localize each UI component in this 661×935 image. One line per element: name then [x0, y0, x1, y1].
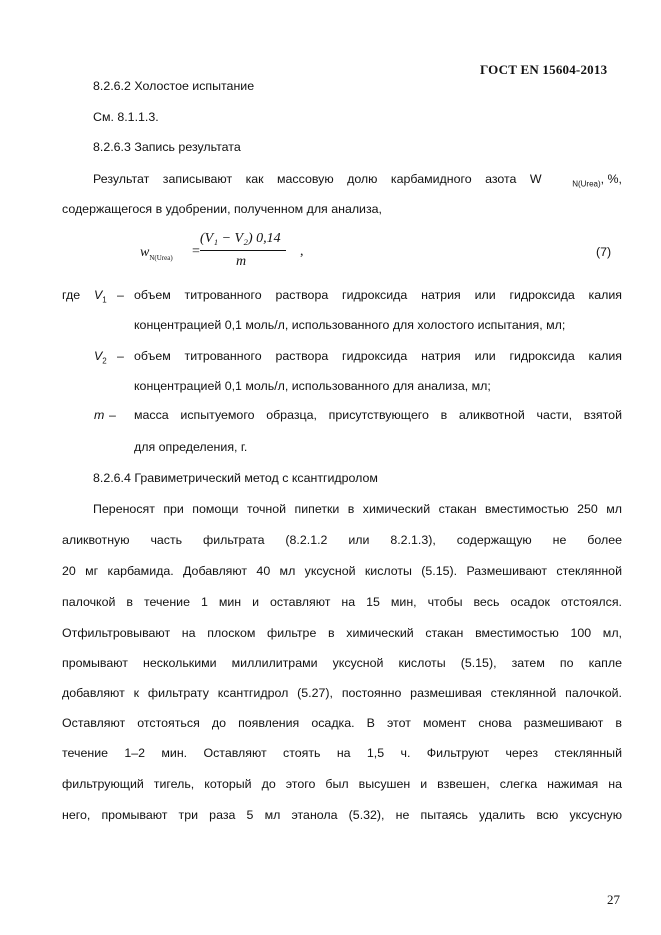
definition-symbol: [94, 408, 104, 422]
paragraph-line-6: промывают несколькими миллилитрами уксусной кислоты (5.15), затем по капле: [62, 656, 622, 670]
section-8-2-6-2-title: 8.2.6.2 Холостое испытание: [93, 79, 255, 93]
formula-equals: =: [192, 244, 200, 259]
symbol: V: [94, 349, 103, 363]
definition-dash: –: [109, 408, 116, 422]
paragraph-line-2: аликвотную часть фильтрата (8.2.1.2 или 8.2.1.3), содержащую не более: [62, 533, 622, 547]
result-sentence-line-1: [93, 172, 622, 188]
result-sentence-line-2: содержащегося в удобрении, полученном для анализа,: [62, 202, 382, 216]
paragraph-line-7: добавляют к фильтрату ксантгидрол (5.27), постоянно размешивая стеклянной палочкой.: [62, 686, 622, 700]
definition-symbol: [94, 288, 107, 304]
where-word: где: [62, 288, 81, 302]
result-text-subscript: [572, 172, 622, 188]
paragraph-line-5: Отфильтровывают на плоском фильтре в химический стакан вместимостью 100 мл,: [62, 626, 622, 640]
definition-dash: –: [117, 349, 124, 363]
symbol-subscript: 1: [102, 295, 107, 305]
symbol: V: [94, 288, 103, 302]
formula-fraction-bar: [200, 250, 286, 251]
formula-numerator: (V₁ − V₂) 0,14: [200, 231, 281, 246]
definition-text-line-1: объем титрованного раствора гидроксида натрия или гидроксида калия: [134, 288, 622, 302]
formula-comma: ,: [300, 244, 304, 259]
paragraph-line-8: Оставляют отстояться до появления осадка. В этот момент снова размешивают в: [62, 716, 622, 730]
paragraph-line-9: течение 1–2 мин. Оставляют стоять на 1,5 ч. Фильтруют через стеклянный: [62, 746, 622, 760]
result-text: Результат записывают как массовую долю карбамидного азота W: [93, 172, 542, 186]
formula-denominator: m: [236, 254, 247, 269]
symbol: m: [94, 408, 105, 422]
section-8-2-6-4-title: 8.2.6.4 Гравиметрический метод с ксантгидролом: [93, 471, 378, 485]
paragraph-line-11: него, промывают три раза 5 мл этанола (5.32), не пытаясь удалить всю уксусную: [62, 808, 622, 822]
paragraph-line-3: 20 мг карбамида. Добавляют 40 мл уксусной кислоты (5.15). Размешивают стеклянной: [62, 564, 622, 578]
formula-lhs-symbol: w: [140, 245, 150, 260]
formula-lhs: [140, 245, 173, 262]
result-text-end: , %,: [600, 172, 622, 186]
definition-dash: –: [117, 288, 124, 302]
definition-text-line-2: для определения, г.: [134, 440, 248, 454]
definition-symbol: [94, 349, 107, 365]
section-8-2-6-3-title: 8.2.6.3 Запись результата: [93, 140, 241, 154]
formula-number: (7): [596, 245, 612, 259]
wn-subscript: N(Urea): [572, 179, 601, 189]
symbol-subscript: 2: [102, 356, 107, 366]
definition-text-line-2: концентрацией 0,1 моль/л, использованного для анализа, мл;: [134, 379, 491, 393]
paragraph-line-4: палочкой в течение 1 мин и оставляют на 15 мин, чтобы весь осадок отстоялся.: [62, 595, 622, 609]
page-number: 27: [607, 892, 620, 907]
section-8-2-6-2-reference: См. 8.1.1.3.: [93, 110, 159, 124]
paragraph-line-10: фильтрующий тигель, который до этого был высушен и взвешен, слегка нажимая на: [62, 777, 622, 791]
paragraph-line-1: Переносят при помощи точной пипетки в химический стакан вместимостью 250 мл: [93, 502, 622, 516]
document-header: ГОСТ EN 15604-2013: [480, 62, 608, 77]
formula-lhs-subscript: N(Urea): [149, 253, 173, 262]
definition-text-line-1: объем титрованного раствора гидроксида натрия или гидроксида калия: [134, 349, 622, 363]
definition-text-line-2: концентрацией 0,1 моль/л, использованного для холостого испытания, мл;: [134, 318, 566, 332]
definition-text-line-1: масса испытуемого образца, присутствующего в аликвотной части, взятой: [134, 408, 622, 422]
